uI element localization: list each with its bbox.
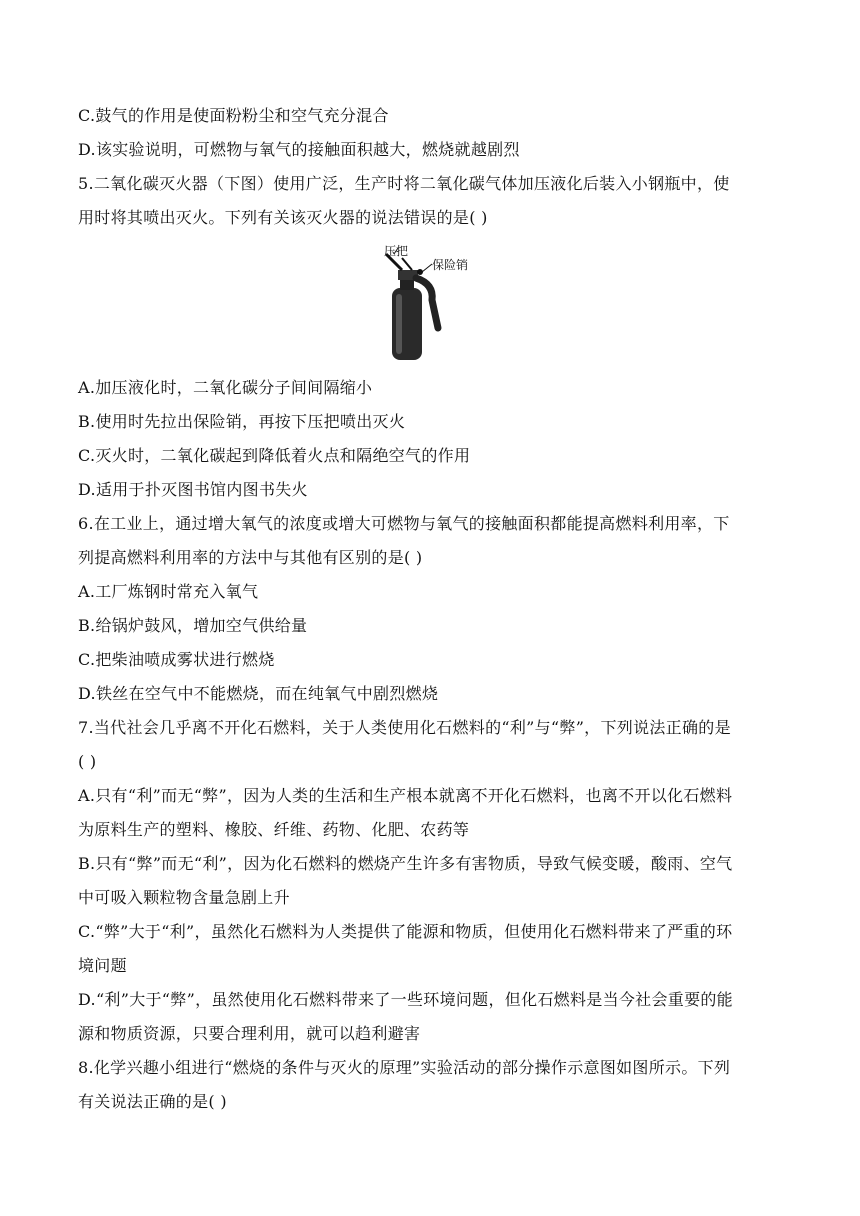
question-8-stem-line-1: 8.化学兴趣小组进行“燃烧的条件与灭火的原理”实验活动的部分操作示意图如图所示。下列 (78, 1058, 731, 1077)
question-7-stem-line-2: ( ) (78, 752, 97, 771)
question-8-stem-line-2: 有关说法正确的是( ) (78, 1092, 227, 1111)
option-4c: C.鼓气的作用是使面粉粉尘和空气充分混合 (78, 106, 389, 125)
option-7d-line-2: 源和物质资源，只要合理利用，就可以趋利避害 (78, 1024, 421, 1043)
option-5b: B.使用时先拉出保险销，再按下压把喷出灭火 (78, 412, 406, 431)
option-7c-line-1: C.“弊”大于“利”，虽然化石燃料为人类提供了能源和物质，但使用化石燃料带来了严重的环 (78, 922, 733, 941)
option-5d: D.适用于扑灭图书馆内图书失火 (78, 480, 308, 499)
option-6a: A.工厂炼钢时常充入氧气 (78, 582, 259, 601)
option-6b: B.给锅炉鼓风，增加空气供给量 (78, 616, 308, 635)
question-7-stem-line-1: 7.当代社会几乎离不开化石燃料，关于人类使用化石燃料的“利”与“弊”，下列说法正确的是 (78, 718, 731, 737)
question-5-stem-line-1: 5.二氧化碳灭火器（下图）使用广泛，生产时将二氧化碳气体加压液化后装入小钢瓶中，使 (78, 174, 730, 193)
option-7a-line-1: A.只有“利”而无“弊”，因为人类的生活和生产根本就离不开化石燃料，也离不开以化石燃料 (78, 786, 733, 805)
option-5a: A.加压液化时，二氧化碳分子间间隔缩小 (78, 378, 373, 397)
option-7d-line-1: D.“利”大于“弊”，虽然使用化石燃料带来了一些环境问题，但化石燃料是当今社会重要的能 (78, 990, 733, 1009)
question-5-stem-line-2: 用时将其喷出灭火。下列有关该灭火器的说法错误的是( ) (78, 208, 488, 227)
question-6-stem-line-2: 列提高燃料利用率的方法中与其他有区别的是( ) (78, 548, 423, 567)
option-6d: D.铁丝在空气中不能燃烧，而在纯氧气中剧烈燃烧 (78, 684, 439, 703)
option-7c-line-2: 境问题 (78, 956, 127, 975)
option-7b-line-2: 中可吸入颗粒物含量急剧上升 (78, 888, 290, 907)
question-6-stem-line-1: 6.在工业上，通过增大氧气的浓度或增大可燃物与氧气的接触面积都能提高燃料利用率，下 (78, 514, 730, 533)
option-5c: C.灭火时，二氧化碳起到降低着火点和隔绝空气的作用 (78, 446, 471, 465)
option-7a-line-2: 为原料生产的塑料、橡胶、纤维、药物、化肥、农药等 (78, 820, 470, 839)
fire-extinguisher-figure (372, 244, 484, 364)
handle-label: 压把 (384, 244, 409, 258)
option-7b-line-1: B.只有“弊”而无“利”，因为化石燃料的燃烧产生许多有害物质，导致气候变暖，酸雨、空气 (78, 854, 733, 873)
option-6c: C.把柴油喷成雾状进行燃烧 (78, 650, 275, 669)
safety-pin-label: 保险销 (432, 258, 469, 272)
option-4d: D.该实验说明，可燃物与氧气的接触面积越大，燃烧就越剧烈 (78, 140, 520, 159)
